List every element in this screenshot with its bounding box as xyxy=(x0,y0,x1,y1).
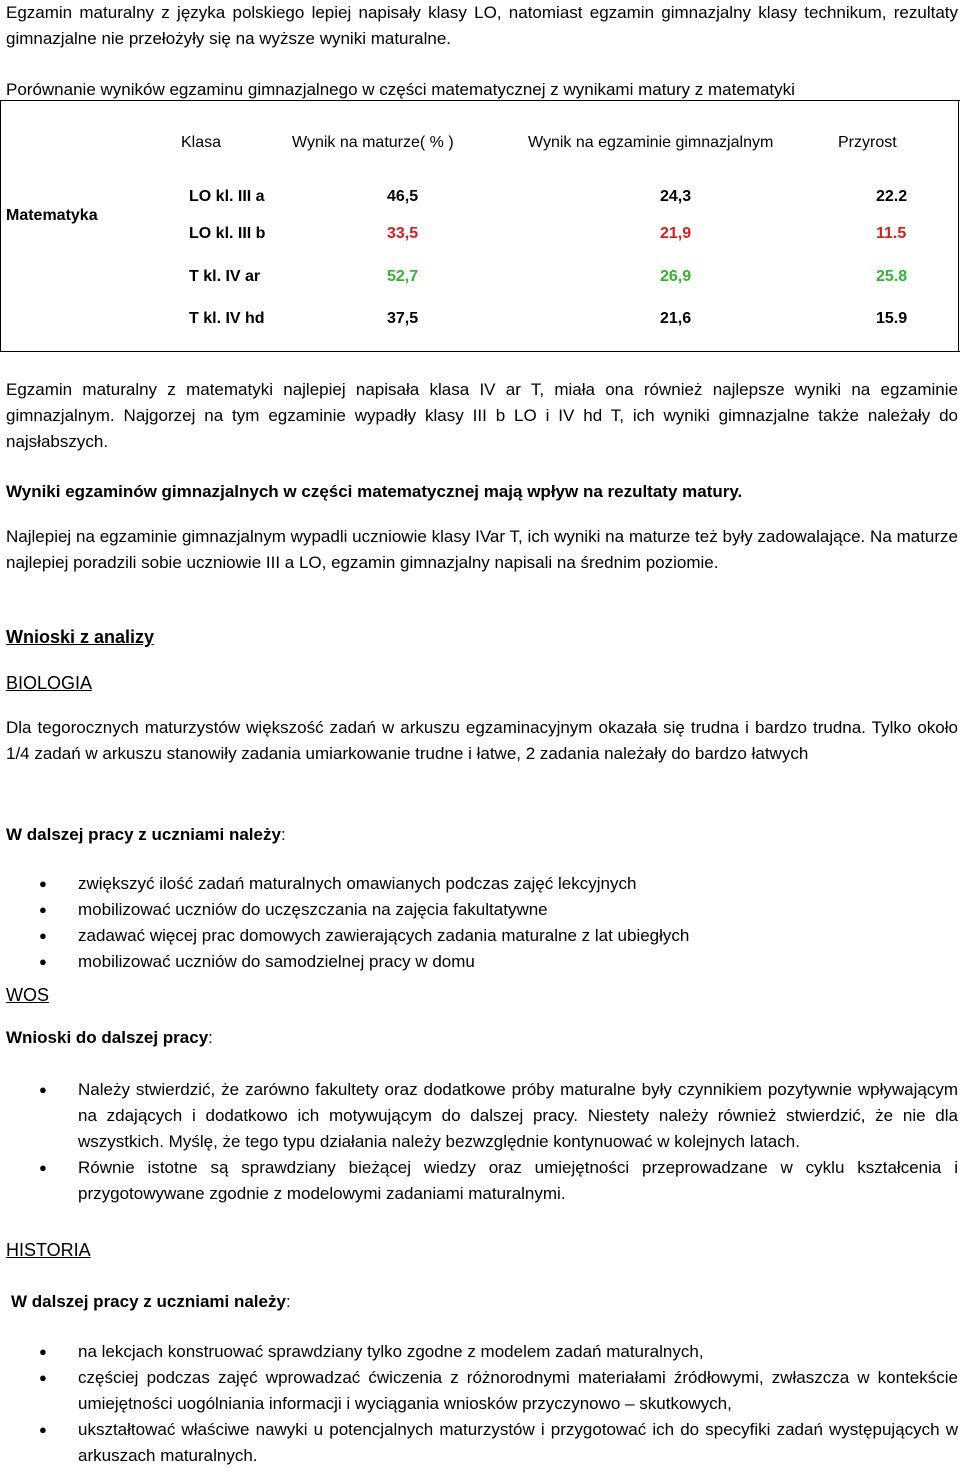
row-gimnazjum: 26,9 xyxy=(660,268,692,285)
wos-heading: WOS xyxy=(6,985,49,1005)
row-growth: 11.5 xyxy=(876,225,907,242)
comparison-title: Porównanie wyników egzaminu gimnazjalnego w części matematycznej z wynikami matury z matematyki xyxy=(6,80,795,99)
results-table xyxy=(0,100,960,352)
history-further-work-colon: : xyxy=(285,1292,291,1311)
list-item: ● zwiększyć ilość zadań maturalnych omawianych podczas zajęć lekcyjnych xyxy=(0,871,960,897)
list-item: ● mobilizować uczniów do uczęszczania na zajęcia fakultatywne xyxy=(0,897,960,923)
biology-paragraph: Dla tegorocznych maturzystów większość zadań w arkuszu egzaminacyjnym okazała się trudna i bardzo trudna. Tylko około 1/4 zadań w arkuszu stanowiły zadania umiarkowanie trudne i łatwe, 2 zadania należały do bardzo łatwych xyxy=(6,718,958,763)
table-bottom-border xyxy=(0,351,960,352)
history-further-work-label xyxy=(11,1289,291,1315)
biology-heading: BIOLOGIA xyxy=(6,673,93,693)
header-gimnazjum: Wynik na egzaminie gimnazjalnym xyxy=(528,134,774,151)
row-class: LO kl. III a xyxy=(189,188,265,205)
math-bold-conclusion: Wyniki egzaminów gimnazjalnych w części matematycznej mają wpływ na rezultaty matury. xyxy=(6,482,743,501)
list-item: ● na lekcjach konstruować sprawdziany tylko zgodne z modelem zadań maturalnych, xyxy=(0,1339,960,1365)
row-matura: 37,5 xyxy=(387,310,419,327)
row-class: T kl. IV hd xyxy=(189,310,265,327)
header-class: Klasa xyxy=(181,134,222,151)
row-growth: 15.9 xyxy=(876,310,908,327)
row-gimnazjum: 21,9 xyxy=(660,225,692,242)
list-item: ● ukształtować właściwe nawyki u potencjalnych maturzystów i przygotować ich do specyfiki zadań występujących w arkuszach maturalnych. xyxy=(0,1417,960,1469)
list-item: ● częściej podczas zajęć wprowadzać ćwiczenia z różnorodnymi materiałami źródłowymi, zwłaszcza w kontekście umiejętności uogólniania informacji i wyciągania wniosków przyczynowo – skutkowych, xyxy=(0,1365,960,1417)
biology-further-work-colon: : xyxy=(280,825,286,844)
list-item: ● zadawać więcej prac domowych zawierających zadania maturalne z lat ubiegłych xyxy=(0,923,960,949)
list-item: ● mobilizować uczniów do samodzielnej pracy w domu xyxy=(0,949,960,975)
wos-conclusions-colon: : xyxy=(208,1028,213,1047)
row-gimnazjum: 24,3 xyxy=(660,188,692,205)
biology-further-work-label xyxy=(6,822,286,848)
history-recommendations-list xyxy=(0,1339,960,1469)
wos-conclusions-text: Wnioski do dalszej pracy xyxy=(6,1028,209,1047)
table-top-border xyxy=(0,100,960,101)
row-class: LO kl. III b xyxy=(189,225,266,242)
table-right-border xyxy=(958,100,959,352)
header-growth: Przyrost xyxy=(838,134,897,151)
row-class: T kl. IV ar xyxy=(189,268,261,285)
history-further-work-text: W dalszej pracy z uczniami należy xyxy=(11,1292,286,1311)
row-gimnazjum: 21,6 xyxy=(660,310,692,327)
row-matura: 52,7 xyxy=(387,268,419,285)
list-item: ● Należy stwierdzić, że zarówno fakultety oraz dodatkowe próby maturalne były czynnikiem pozytywnie wpływającym na zdających i dodatkowo ich motywującym do dalszej pracy. Niestety należy również stwierdzić, że nie dla wszystkich. Myślę, że tego typu działania należy bezwzględnie kontynuować w kolejnych latach. xyxy=(0,1077,960,1155)
row-growth: 22.2 xyxy=(876,188,908,205)
table-left-border xyxy=(0,100,1,352)
row-matura: 46,5 xyxy=(387,188,419,205)
biology-recommendations-list xyxy=(0,871,960,975)
biology-further-work-text: W dalszej pracy z uczniami należy xyxy=(6,825,281,844)
intro-paragraph: Egzamin maturalny z języka polskiego lepiej napisały klasy LO, natomiast egzamin gimnazjalny klasy technikum, rezultaty gimnazjalne nie przełożyły się na wyższe wyniki maturalne. xyxy=(6,3,958,48)
math-summary-paragraph: Egzamin maturalny z matematyki najlepiej napisała klasa IV ar T, miała ona również najlepsze wyniki na egzaminie gimnazjalnym. Najgorzej na tym egzaminie wypadły klasy III b LO i IV hd T, ich wyniki gimnazjalne także należały do najsłabszych. xyxy=(6,380,958,451)
row-growth: 25.8 xyxy=(876,268,908,285)
row-matura: 33,5 xyxy=(387,225,419,242)
subject-label: Matematyka xyxy=(6,207,98,224)
history-heading: HISTORIA xyxy=(6,1240,91,1260)
wos-recommendations-list xyxy=(0,1077,960,1207)
wos-conclusions-label xyxy=(6,1025,213,1051)
header-matura: Wynik na maturze( % ) xyxy=(292,134,454,151)
list-item: ● Równie istotne są sprawdziany bieżącej wiedzy oraz umiejętności przeprowadzane w cyklu kształcenia i przygotowywane zgodnie z modelowymi zadaniami maturalnymi. xyxy=(0,1155,960,1207)
conclusions-heading: Wnioski z analizy xyxy=(6,627,155,647)
math-details-paragraph: Najlepiej na egzaminie gimnazjalnym wypadli uczniowie klasy IVar T, ich wyniki na maturze też były zadowalające. Na maturze najlepiej poradzili sobie uczniowie III a LO, egzamin gimnazjalny napisali na średnim poziomie. xyxy=(6,527,958,572)
